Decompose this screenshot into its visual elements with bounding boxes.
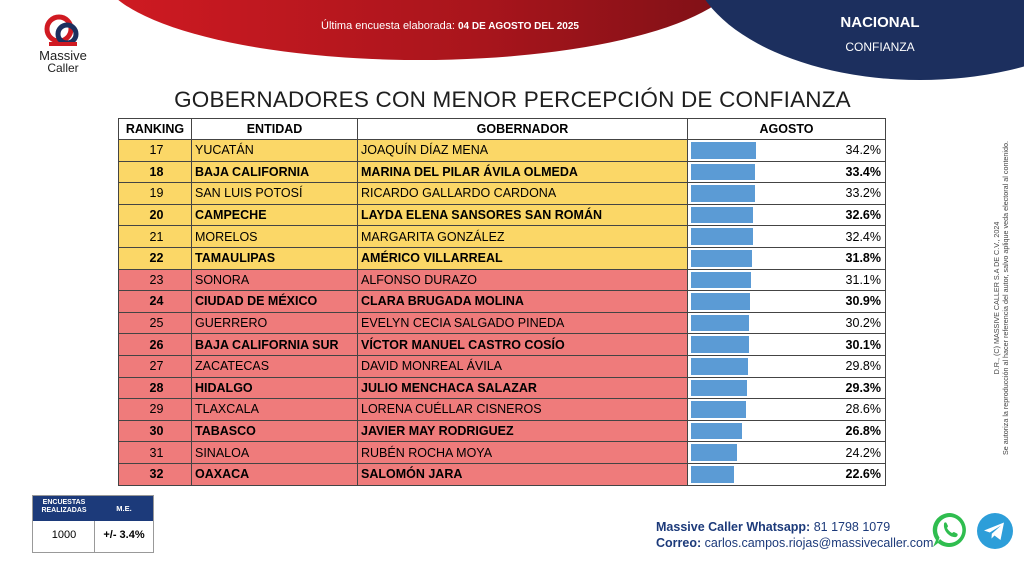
entidad-cell: ZACATECAS [192,355,358,377]
rank-cell: 22 [119,247,192,269]
survey-info-header [33,496,153,521]
table-row [119,183,886,205]
chart-title: GOBERNADORES CON MENOR PERCEPCIÓN DE CONFIANZA [174,87,851,112]
logo-text-caller: Caller [47,61,79,75]
whatsapp-number: 81 1798 1079 [813,520,891,534]
survey-date-label: Última encuesta elaborada: [321,20,455,32]
value-label: 31.1% [845,272,881,287]
entidad-cell: TLAXCALA [192,399,358,421]
value-bar [691,272,751,289]
rank-cell: 31 [119,442,192,464]
agosto-cell [688,161,886,183]
value-bar [691,207,753,224]
table-row [119,399,886,421]
value-label: 31.8% [845,251,881,266]
agosto-cell [688,420,886,442]
agosto-cell [688,183,886,205]
telegram-icon[interactable] [976,512,1014,550]
rank-cell: 28 [119,377,192,399]
logo-mark-icon [43,12,83,52]
value-bar [691,444,737,461]
surveys-header-line2: REALIZADAS [41,507,87,514]
surveys-header-line1: ENCUESTAS [42,499,86,506]
table-row [119,463,886,485]
header-entidad: ENTIDAD [192,119,358,140]
value-label: 32.4% [845,229,881,244]
value-label: 26.8% [845,424,881,439]
entidad-cell: SONORA [192,269,358,291]
gobernador-cell: DAVID MONREAL ÁVILA [358,355,688,377]
rank-cell: 30 [119,420,192,442]
rank-cell: 25 [119,312,192,334]
entidad-cell: TAMAULIPAS [192,247,358,269]
ranking-table-body [119,140,886,486]
table-row [119,291,886,313]
entidad-cell: BAJA CALIFORNIA SUR [192,334,358,356]
value-bar [691,185,755,202]
table-row [119,377,886,399]
agosto-cell [688,377,886,399]
value-label: 28.6% [845,402,881,417]
gobernador-cell: RUBÉN ROCHA MOYA [358,442,688,464]
agosto-cell [688,140,886,162]
agosto-cell [688,463,886,485]
rank-cell: 21 [119,226,192,248]
gobernador-cell: MARGARITA GONZÁLEZ [358,226,688,248]
agosto-cell [688,247,886,269]
gobernador-cell: VÍCTOR MANUEL CASTRO COSÍO [358,334,688,356]
gobernador-cell: LORENA CUÉLLAR CISNEROS [358,399,688,421]
copyright-note [994,120,1008,475]
gobernador-cell: LAYDA ELENA SANSORES SAN ROMÁN [358,204,688,226]
surveys-count: 1000 [51,529,77,541]
table-row [119,269,886,291]
rank-cell: 29 [119,399,192,421]
rank-cell: 18 [119,161,192,183]
entidad-cell: GUERRERO [192,312,358,334]
rank-cell: 23 [119,269,192,291]
value-label: 30.2% [845,316,881,331]
agosto-cell [688,334,886,356]
margin-of-error: +/- 3.4% [103,529,145,541]
value-label: 33.4% [845,164,881,179]
agosto-cell [688,269,886,291]
entidad-cell: OAXACA [192,463,358,485]
gobernador-cell: EVELYN CECIA SALGADO PINEDA [358,312,688,334]
contact-whatsapp [656,520,890,534]
value-bar [691,142,756,159]
survey-date-line [240,20,660,32]
margin-header: M.E. [116,504,132,513]
table-row [119,140,886,162]
entidad-cell: TABASCO [192,420,358,442]
whatsapp-label: Massive Caller Whatsapp: [656,520,811,534]
rank-cell: 26 [119,334,192,356]
value-label: 30.1% [845,337,881,352]
table-row [119,442,886,464]
value-label: 32.6% [845,208,881,223]
rank-cell: 19 [119,183,192,205]
table-row [119,312,886,334]
entidad-cell: YUCATÁN [192,140,358,162]
entidad-cell: SINALOA [192,442,358,464]
table-row [119,226,886,248]
survey-date-value: 04 DE AGOSTO DEL 2025 [458,21,579,32]
gobernador-cell: ALFONSO DURAZO [358,269,688,291]
entidad-cell: CIUDAD DE MÉXICO [192,291,358,313]
table-row [119,334,886,356]
agosto-cell [688,399,886,421]
value-bar [691,164,755,181]
gobernador-cell: MARINA DEL PILAR ÁVILA OLMEDA [358,161,688,183]
ranking-table [118,118,886,486]
rank-cell: 20 [119,204,192,226]
value-label: 33.2% [845,186,881,201]
table-row [119,247,886,269]
copyright-line2: Se autoriza la reproducción al hacer referencia del autor, salvo aplique veda electoral al contenido. [1001,140,1010,455]
value-bar [691,315,749,332]
entidad-cell: HIDALGO [192,377,358,399]
gobernador-cell: AMÉRICO VILLARREAL [358,247,688,269]
rank-cell: 24 [119,291,192,313]
massive-caller-logo [30,12,96,82]
header-gobernador: GOBERNADOR [358,119,688,140]
rank-cell: 32 [119,463,192,485]
value-bar [691,336,749,353]
value-bar [691,423,742,440]
value-label: 22.6% [845,467,881,482]
survey-info-box [32,495,154,553]
metric-label: CONFIANZA [845,40,915,54]
agosto-cell [688,226,886,248]
gobernador-cell: RICARDO GALLARDO CARDONA [358,183,688,205]
table-row [119,420,886,442]
gobernador-cell: JOAQUÍN DÍAZ MENA [358,140,688,162]
agosto-cell [688,291,886,313]
logo-text-massive: Massive [39,48,87,63]
surveys-header [33,499,95,515]
agosto-cell [688,204,886,226]
email-address: carlos.campos.riojas@massivecaller.com [704,536,934,550]
value-label: 24.2% [845,445,881,460]
value-bar [691,358,748,375]
value-label: 29.8% [845,359,881,374]
gobernador-cell: CLARA BRUGADA MOLINA [358,291,688,313]
gobernador-cell: JULIO MENCHACA SALAZAR [358,377,688,399]
contact-email [656,536,933,550]
gobernador-cell: SALOMÓN JARA [358,463,688,485]
gobernador-cell: JAVIER MAY RODRIGUEZ [358,420,688,442]
value-bar [691,466,734,483]
entidad-cell: BAJA CALIFORNIA [192,161,358,183]
email-label: Correo: [656,536,702,550]
value-label: 34.2% [845,143,881,158]
table-header-row [119,119,886,140]
table-row [119,161,886,183]
entidad-cell: MORELOS [192,226,358,248]
value-bar [691,228,753,245]
entidad-cell: SAN LUIS POTOSÍ [192,183,358,205]
agosto-cell [688,355,886,377]
table-row [119,204,886,226]
agosto-cell [688,442,886,464]
whatsapp-icon[interactable] [930,510,970,550]
scope-label: NACIONAL [840,14,920,31]
rank-cell: 27 [119,355,192,377]
copyright-line1: D.R., (C) MASSIVE CALLER S.A DE C.V., 2024 [992,221,1001,374]
value-label: 30.9% [845,294,881,309]
agosto-cell [688,312,886,334]
value-bar [691,401,746,418]
value-label: 29.3% [845,380,881,395]
table-row [119,355,886,377]
value-bar [691,250,752,267]
value-bar [691,293,750,310]
entidad-cell: CAMPECHE [192,204,358,226]
header-agosto: AGOSTO [688,119,886,140]
value-bar [691,380,747,397]
rank-cell: 17 [119,140,192,162]
header-ranking: RANKING [119,119,192,140]
